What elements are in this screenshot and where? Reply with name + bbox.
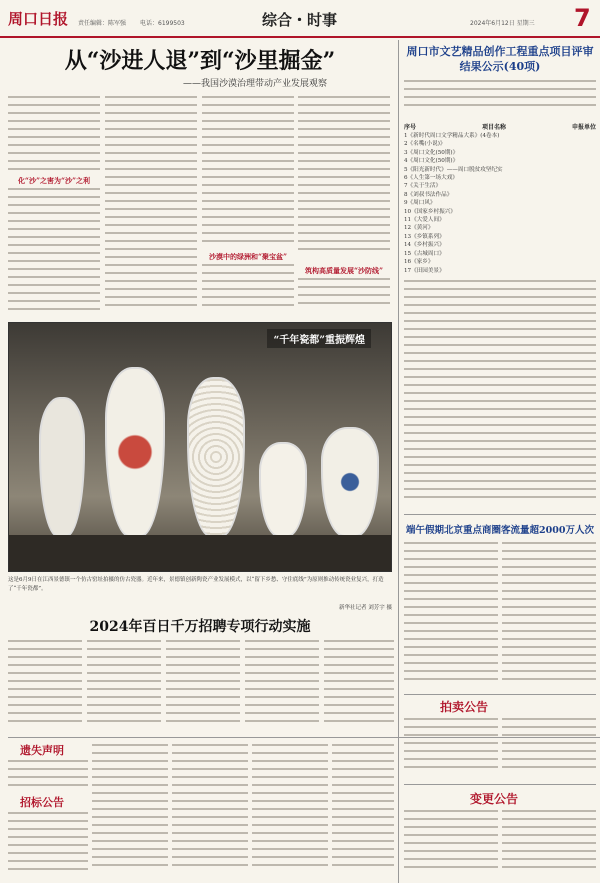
change-col1	[404, 810, 498, 880]
list-item: 15《古城周口》	[404, 250, 445, 257]
list-item: 10《国家乡村振兴》	[404, 208, 456, 215]
project-list-more	[404, 280, 596, 510]
right-divider-2	[404, 694, 596, 695]
list-item: 9《周口风》	[404, 200, 436, 207]
subhead-3: 筑构高质量发展“沙防线”	[304, 266, 384, 275]
subhead-1: 化“沙”之害为“沙”之利	[17, 176, 91, 185]
notice-col3	[172, 744, 248, 880]
lead-col4-bottom	[298, 278, 390, 318]
auction-title: 拍卖公告	[440, 700, 489, 714]
photo-label: “千年瓷都”重振辉煌	[267, 329, 371, 348]
bid-notice-body	[8, 812, 88, 880]
notice-col2	[92, 744, 168, 880]
editor-credit: 责任编辑：陈军强	[78, 20, 127, 27]
lead-col2	[105, 96, 197, 318]
notice-col4	[252, 744, 328, 880]
photo-caption: 这是6月9日在江西景德镇一个仿古窑址拍摄的仿古瓷器。近年来，景德镇创新陶瓷产业发展模式，以“留下乡愁、守住底线”为原则推动传统瓷业复兴，打造了“千年瓷都”。	[8, 577, 384, 592]
right-top-title: 周口市文艺精品创作工程重点项目评审结果公示(40项)	[406, 45, 594, 73]
auction-col1	[404, 718, 498, 778]
list-item: 3《周口文化(50期)》	[404, 149, 459, 156]
change-title: 变更公告	[470, 792, 519, 806]
col-no: 序号	[404, 124, 417, 131]
bid-notice-title: 招标公告	[20, 796, 64, 809]
col-unit: 申报单位	[571, 124, 596, 131]
lost-notice-title: 遗失声明	[20, 744, 64, 757]
lead-col4-top	[298, 96, 390, 264]
recruit-col1	[8, 640, 82, 732]
vase-table	[9, 535, 392, 571]
right-mid-col2	[502, 542, 596, 690]
col-name: 项目名称	[481, 124, 506, 131]
list-item: 7《关于生活》	[404, 183, 442, 190]
vase-4	[259, 442, 307, 537]
section-title: 综合・时事	[262, 11, 338, 29]
lead-title: 从“沙进人退”到“沙里掘金”	[64, 48, 336, 74]
lead-col1-body	[8, 188, 100, 318]
list-item: 16《家乡》	[404, 259, 434, 266]
vase-3	[187, 377, 245, 537]
recruit-col5	[324, 640, 394, 732]
right-divider-3	[404, 784, 596, 785]
list-item: 12《黄河》	[404, 225, 434, 232]
notice-col5	[332, 744, 394, 880]
lead-col1-top	[8, 96, 100, 174]
right-mid-title: 端午假期北京重点商圈客流量超2000万人次	[406, 525, 594, 536]
list-item: 8《刘叔书法作品》	[404, 191, 453, 198]
list-item: 11《大爱人间》	[404, 217, 445, 224]
recruitment-title: 2024年百日千万招聘专项行动实施	[89, 619, 311, 635]
right-top-intro	[404, 80, 596, 116]
issue-date: 2024年6月12日 星期三	[470, 20, 535, 27]
subhead-2: 沙漠中的绿洲和“聚宝盆”	[208, 252, 288, 261]
lead-col3-bottom	[202, 264, 294, 318]
right-mid-col1	[404, 542, 498, 690]
newspaper-logo: 周口日报	[8, 10, 69, 28]
change-col2	[502, 810, 596, 880]
column-divider	[398, 40, 399, 883]
lead-col3-top	[202, 96, 294, 250]
list-item: 4《周口文化(50期)》	[404, 158, 459, 165]
list-item: 6《人生第一场大戏》	[404, 175, 458, 182]
lead-subtitle: ——我国沙漠治理带动产业发展观察	[182, 79, 327, 89]
recruit-col3	[166, 640, 240, 732]
list-item: 13《乡镇系列》	[404, 233, 445, 240]
auction-col2	[502, 718, 596, 778]
recruit-col4	[245, 640, 319, 732]
list-item: 14《乡村振兴》	[404, 242, 445, 249]
editor-phone: 电话：6199503	[140, 20, 185, 27]
vase-photo	[8, 322, 392, 572]
list-item: 5《阳光新时代》——周口脱贫攻坚纪实	[404, 166, 503, 173]
list-item: 1《新时代周口文学精品大系》(4卷本)	[404, 133, 500, 139]
list-item: 2《名嘴(小说)》	[404, 141, 446, 148]
right-divider-1	[404, 514, 596, 515]
vase-5	[321, 427, 379, 537]
list-header	[404, 122, 596, 131]
lost-notice-body	[8, 760, 88, 790]
project-list	[404, 132, 596, 275]
photo-credit: 新华社记者 刘芳宇 摄	[339, 605, 392, 611]
recruit-col2	[87, 640, 161, 732]
vase-1	[39, 397, 85, 537]
list-item: 17《田园美景》	[404, 267, 445, 274]
vase-2	[105, 367, 165, 537]
page-number: 7	[574, 4, 591, 32]
